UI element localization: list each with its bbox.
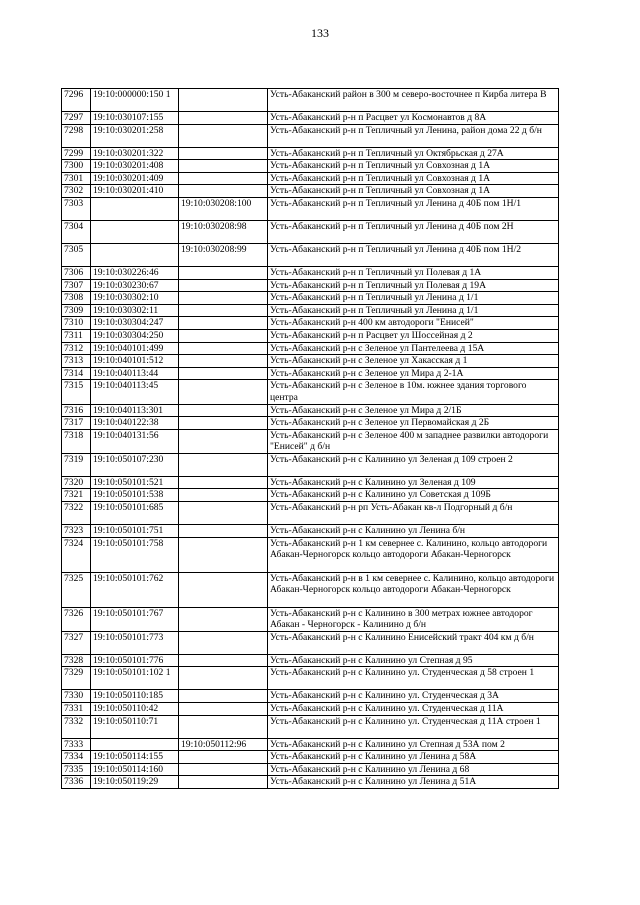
address-cell: Усть-Абаканский р-н п Тепличный ул Совхозная д 1А bbox=[268, 185, 559, 198]
table-row bbox=[62, 654, 559, 667]
cadastral-number-cell: 19:10:050101:538 bbox=[91, 489, 179, 502]
address-cell: Усть-Абаканский р-н с Калинино ул. Студенческая д 3А bbox=[268, 690, 559, 703]
table-row bbox=[62, 453, 559, 476]
table-row bbox=[62, 502, 559, 525]
row-number-cell: 7298 bbox=[62, 124, 91, 147]
table-row bbox=[62, 329, 559, 342]
table-row bbox=[62, 197, 559, 220]
cadastral-number-cell: 19:10:050101:776 bbox=[91, 654, 179, 667]
cadastral-number-cell: 19:10:000000:150 1 bbox=[91, 89, 179, 112]
table-row bbox=[62, 763, 559, 776]
row-number-cell: 7327 bbox=[62, 631, 91, 654]
premises-cadastral-number-cell bbox=[179, 417, 268, 430]
address-cell: Усть-Абаканский р-н п Расцвет ул Шоссейная д 2 bbox=[268, 329, 559, 342]
premises-cadastral-number-cell bbox=[179, 715, 268, 738]
row-number-cell: 7328 bbox=[62, 654, 91, 667]
cadastral-number-cell: 19:10:030226:46 bbox=[91, 266, 179, 279]
table-row bbox=[62, 279, 559, 292]
address-cell: Усть-Абаканский р-н с Зеленое ул Мира д 2/1Б bbox=[268, 404, 559, 417]
row-number-cell: 7301 bbox=[62, 172, 91, 185]
premises-cadastral-number-cell bbox=[179, 185, 268, 198]
table-row bbox=[62, 489, 559, 502]
cadastral-number-cell: 19:10:030107:155 bbox=[91, 112, 179, 125]
address-cell: Усть-Абаканский р-н рп Усть-Абакан кв-л Подгорный д б/н bbox=[268, 502, 559, 525]
premises-cadastral-number-cell bbox=[179, 404, 268, 417]
row-number-cell: 7319 bbox=[62, 453, 91, 476]
cadastral-number-cell: 19:10:040122:38 bbox=[91, 417, 179, 430]
premises-cadastral-number-cell bbox=[179, 429, 268, 453]
premises-cadastral-number-cell: 19:10:050112:96 bbox=[179, 738, 268, 751]
premises-cadastral-number-cell bbox=[179, 502, 268, 525]
row-number-cell: 7310 bbox=[62, 317, 91, 330]
address-cell: Усть-Абаканский р-н с Калинино ул Степная д 95 bbox=[268, 654, 559, 667]
address-cell: Усть-Абаканский р-н с Калинино ул Ленина д 58А bbox=[268, 751, 559, 764]
cadastral-number-cell: 19:10:050101:762 bbox=[91, 572, 179, 607]
row-number-cell: 7314 bbox=[62, 367, 91, 380]
table-row bbox=[62, 537, 559, 572]
address-cell: Усть-Абаканский р-н с Калинино ул Ленина б/н bbox=[268, 525, 559, 538]
table-row bbox=[62, 751, 559, 764]
cadastral-number-cell: 19:10:050114:160 bbox=[91, 763, 179, 776]
cadastral-number-cell: 19:10:050101:767 bbox=[91, 607, 179, 631]
row-number-cell: 7332 bbox=[62, 715, 91, 738]
premises-cadastral-number-cell: 19:10:030208:98 bbox=[179, 220, 268, 243]
premises-cadastral-number-cell bbox=[179, 525, 268, 538]
premises-cadastral-number-cell bbox=[179, 453, 268, 476]
cadastral-number-cell: 19:10:050101:102 1 bbox=[91, 667, 179, 690]
row-number-cell: 7306 bbox=[62, 266, 91, 279]
table-row bbox=[62, 367, 559, 380]
address-cell: Усть-Абаканский р-н п Тепличный ул Ленина д 40Б пом 1Н/2 bbox=[268, 243, 559, 266]
row-number-cell: 7303 bbox=[62, 197, 91, 220]
table-row bbox=[62, 715, 559, 738]
row-number-cell: 7302 bbox=[62, 185, 91, 198]
cadastral-number-cell bbox=[91, 220, 179, 243]
address-cell: Усть-Абаканский р-н п Тепличный ул Ленина д 40Б пом 2Н bbox=[268, 220, 559, 243]
table-row bbox=[62, 631, 559, 654]
cadastral-number-cell bbox=[91, 738, 179, 751]
table-row bbox=[62, 220, 559, 243]
premises-cadastral-number-cell bbox=[179, 172, 268, 185]
premises-cadastral-number-cell bbox=[179, 112, 268, 125]
row-number-cell: 7311 bbox=[62, 329, 91, 342]
address-cell: Усть-Абаканский р-н с Зеленое ул Первомайская д 2Б bbox=[268, 417, 559, 430]
premises-cadastral-number-cell bbox=[179, 751, 268, 764]
cadastral-number-cell: 19:10:050101:521 bbox=[91, 476, 179, 489]
premises-cadastral-number-cell bbox=[179, 329, 268, 342]
cadastral-number-cell: 19:10:030304:247 bbox=[91, 317, 179, 330]
row-number-cell: 7323 bbox=[62, 525, 91, 538]
row-number-cell: 7330 bbox=[62, 690, 91, 703]
row-number-cell: 7308 bbox=[62, 292, 91, 305]
address-cell: Усть-Абаканский р-н с Калинино Енисейский тракт 404 км д б/н bbox=[268, 631, 559, 654]
premises-cadastral-number-cell bbox=[179, 317, 268, 330]
row-number-cell: 7331 bbox=[62, 703, 91, 716]
table-row bbox=[62, 147, 559, 160]
row-number-cell: 7336 bbox=[62, 776, 91, 789]
row-number-cell: 7335 bbox=[62, 763, 91, 776]
premises-cadastral-number-cell bbox=[179, 607, 268, 631]
premises-cadastral-number-cell bbox=[179, 763, 268, 776]
row-number-cell: 7325 bbox=[62, 572, 91, 607]
table-row bbox=[62, 738, 559, 751]
registry-table bbox=[61, 88, 559, 789]
cadastral-number-cell: 19:10:040113:45 bbox=[91, 380, 179, 404]
row-number-cell: 7315 bbox=[62, 380, 91, 404]
address-cell: Усть-Абаканский р-н 400 км автодороги "Енисей" bbox=[268, 317, 559, 330]
table-row bbox=[62, 476, 559, 489]
address-cell: Усть-Абаканский р-н п Расцвет ул Космонавтов д 8А bbox=[268, 112, 559, 125]
premises-cadastral-number-cell bbox=[179, 355, 268, 368]
table-row bbox=[62, 417, 559, 430]
premises-cadastral-number-cell bbox=[179, 631, 268, 654]
table-row bbox=[62, 703, 559, 716]
cadastral-number-cell: 19:10:050119:29 bbox=[91, 776, 179, 789]
cadastral-number-cell: 19:10:030201:408 bbox=[91, 160, 179, 173]
premises-cadastral-number-cell bbox=[179, 572, 268, 607]
premises-cadastral-number-cell bbox=[179, 690, 268, 703]
address-cell: Усть-Абаканский р-н с Калинино в 300 метрах южнее автодорог Абакан - Черногорск - Калинино д б/н bbox=[268, 607, 559, 631]
table-row bbox=[62, 160, 559, 173]
row-number-cell: 7320 bbox=[62, 476, 91, 489]
table-row bbox=[62, 525, 559, 538]
premises-cadastral-number-cell bbox=[179, 537, 268, 572]
cadastral-number-cell: 19:10:040101:512 bbox=[91, 355, 179, 368]
premises-cadastral-number-cell bbox=[179, 147, 268, 160]
row-number-cell: 7305 bbox=[62, 243, 91, 266]
table-row bbox=[62, 342, 559, 355]
cadastral-number-cell: 19:10:050107:230 bbox=[91, 453, 179, 476]
cadastral-number-cell: 19:10:050110:185 bbox=[91, 690, 179, 703]
premises-cadastral-number-cell bbox=[179, 304, 268, 317]
address-cell: Усть-Абаканский р-н с Зеленое ул Мира д 2-1А bbox=[268, 367, 559, 380]
premises-cadastral-number-cell: 19:10:030208:99 bbox=[179, 243, 268, 266]
table-row bbox=[62, 172, 559, 185]
table-row bbox=[62, 266, 559, 279]
premises-cadastral-number-cell bbox=[179, 489, 268, 502]
row-number-cell: 7333 bbox=[62, 738, 91, 751]
premises-cadastral-number-cell bbox=[179, 476, 268, 489]
row-number-cell: 7300 bbox=[62, 160, 91, 173]
row-number-cell: 7321 bbox=[62, 489, 91, 502]
address-cell: Усть-Абаканский р-н с Калинино ул Ленина д 68 bbox=[268, 763, 559, 776]
row-number-cell: 7329 bbox=[62, 667, 91, 690]
premises-cadastral-number-cell bbox=[179, 279, 268, 292]
cadastral-number-cell: 19:10:030201:409 bbox=[91, 172, 179, 185]
cadastral-number-cell: 19:10:030201:410 bbox=[91, 185, 179, 198]
premises-cadastral-number-cell bbox=[179, 89, 268, 112]
address-cell: Усть-Абаканский р-н с Калинино ул Ленина д 51А bbox=[268, 776, 559, 789]
row-number-cell: 7304 bbox=[62, 220, 91, 243]
address-cell: Усть-Абаканский р-н в 1 км севернее с. Калинино, кольцо автодороги Абакан-Черногорск кольцо автодороги Абакан-Черногорск bbox=[268, 572, 559, 607]
cadastral-number-cell: 19:10:050110:71 bbox=[91, 715, 179, 738]
premises-cadastral-number-cell bbox=[179, 380, 268, 404]
premises-cadastral-number-cell bbox=[179, 703, 268, 716]
address-cell: Усть-Абаканский р-н п Тепличный ул Ленина д 1/1 bbox=[268, 304, 559, 317]
cadastral-number-cell bbox=[91, 197, 179, 220]
table-row bbox=[62, 607, 559, 631]
premises-cadastral-number-cell bbox=[179, 667, 268, 690]
address-cell: Усть-Абаканский р-н с Калинино ул Зеленая д 109 строен 2 bbox=[268, 453, 559, 476]
table-row bbox=[62, 304, 559, 317]
table-row bbox=[62, 776, 559, 789]
premises-cadastral-number-cell bbox=[179, 654, 268, 667]
address-cell: Усть-Абаканский район в 300 м северо-восточнее п Кирба литера В bbox=[268, 89, 559, 112]
row-number-cell: 7326 bbox=[62, 607, 91, 631]
registry-table-body bbox=[62, 89, 559, 789]
table-row bbox=[62, 112, 559, 125]
cadastral-number-cell: 19:10:050101:685 bbox=[91, 502, 179, 525]
table-row bbox=[62, 690, 559, 703]
address-cell: Усть-Абаканский р-н с Калинино ул Советская д 109Б bbox=[268, 489, 559, 502]
cadastral-number-cell: 19:10:050101:751 bbox=[91, 525, 179, 538]
table-row bbox=[62, 572, 559, 607]
cadastral-number-cell: 19:10:030201:258 bbox=[91, 124, 179, 147]
address-cell: Усть-Абаканский р-н п Тепличный ул Полевая д 1А bbox=[268, 266, 559, 279]
address-cell: Усть-Абаканский р-н с Калинино ул. Студенческая д 11А строен 1 bbox=[268, 715, 559, 738]
row-number-cell: 7316 bbox=[62, 404, 91, 417]
premises-cadastral-number-cell bbox=[179, 342, 268, 355]
table-row bbox=[62, 667, 559, 690]
row-number-cell: 7307 bbox=[62, 279, 91, 292]
row-number-cell: 7317 bbox=[62, 417, 91, 430]
table-row bbox=[62, 243, 559, 266]
address-cell: Усть-Абаканский р-н с Калинино ул Степная д 53А пом 2 bbox=[268, 738, 559, 751]
address-cell: Усть-Абаканский р-н п Тепличный ул Полевая д 19А bbox=[268, 279, 559, 292]
premises-cadastral-number-cell bbox=[179, 124, 268, 147]
cadastral-number-cell: 19:10:030230:67 bbox=[91, 279, 179, 292]
cadastral-number-cell: 19:10:050110:42 bbox=[91, 703, 179, 716]
premises-cadastral-number-cell bbox=[179, 367, 268, 380]
address-cell: Усть-Абаканский р-н п Тепличный ул Ленина д 1/1 bbox=[268, 292, 559, 305]
cadastral-number-cell: 19:10:050114:155 bbox=[91, 751, 179, 764]
premises-cadastral-number-cell: 19:10:030208:100 bbox=[179, 197, 268, 220]
address-cell: Усть-Абаканский р-н с Зеленое ул Пантелеева д 15А bbox=[268, 342, 559, 355]
address-cell: Усть-Абаканский р-н п Тепличный ул Ленина д 40Б пом 1Н/1 bbox=[268, 197, 559, 220]
address-cell: Усть-Абаканский р-н с Зеленое ул Хакасская д 1 bbox=[268, 355, 559, 368]
address-cell: Усть-Абаканский р-н п Тепличный ул Октябрьская д 27А bbox=[268, 147, 559, 160]
premises-cadastral-number-cell bbox=[179, 266, 268, 279]
row-number-cell: 7334 bbox=[62, 751, 91, 764]
address-cell: Усть-Абаканский р-н 1 км севернее с. Калинино, кольцо автодороги Абакан-Черногорск кольцо автодороги Абакан-Черногорск bbox=[268, 537, 559, 572]
premises-cadastral-number-cell bbox=[179, 776, 268, 789]
cadastral-number-cell: 19:10:050101:773 bbox=[91, 631, 179, 654]
address-cell: Усть-Абаканский р-н с Калинино ул. Студенческая д 58 строен 1 bbox=[268, 667, 559, 690]
cadastral-number-cell: 19:10:030304:250 bbox=[91, 329, 179, 342]
premises-cadastral-number-cell bbox=[179, 292, 268, 305]
table-row bbox=[62, 89, 559, 112]
row-number-cell: 7313 bbox=[62, 355, 91, 368]
cadastral-number-cell: 19:10:040101:499 bbox=[91, 342, 179, 355]
row-number-cell: 7309 bbox=[62, 304, 91, 317]
table-row bbox=[62, 124, 559, 147]
address-cell: Усть-Абаканский р-н п Тепличный ул Совхозная д 1А bbox=[268, 172, 559, 185]
row-number-cell: 7322 bbox=[62, 502, 91, 525]
row-number-cell: 7299 bbox=[62, 147, 91, 160]
cadastral-number-cell: 19:10:050101:758 bbox=[91, 537, 179, 572]
address-cell: Усть-Абаканский р-н п Тепличный ул Ленина, район дома 22 д б/н bbox=[268, 124, 559, 147]
address-cell: Усть-Абаканский р-н с Калинино ул. Студенческая д 11А bbox=[268, 703, 559, 716]
table-row bbox=[62, 185, 559, 198]
row-number-cell: 7318 bbox=[62, 429, 91, 453]
table-row bbox=[62, 355, 559, 368]
table-row bbox=[62, 429, 559, 453]
premises-cadastral-number-cell bbox=[179, 160, 268, 173]
table-row bbox=[62, 404, 559, 417]
cadastral-number-cell: 19:10:030302:10 bbox=[91, 292, 179, 305]
cadastral-number-cell: 19:10:040113:301 bbox=[91, 404, 179, 417]
cadastral-number-cell: 19:10:030201:322 bbox=[91, 147, 179, 160]
row-number-cell: 7297 bbox=[62, 112, 91, 125]
table-row bbox=[62, 292, 559, 305]
address-cell: Усть-Абаканский р-н с Зеленое 400 м западнее развилки автодороги "Енисей" д б/н bbox=[268, 429, 559, 453]
row-number-cell: 7324 bbox=[62, 537, 91, 572]
cadastral-number-cell: 19:10:030302:11 bbox=[91, 304, 179, 317]
address-cell: Усть-Абаканский р-н с Зеленое в 10м. южнее здания торгового центра bbox=[268, 380, 559, 404]
address-cell: Усть-Абаканский р-н с Калинино ул Зеленая д 109 bbox=[268, 476, 559, 489]
row-number-cell: 7312 bbox=[62, 342, 91, 355]
cadastral-number-cell: 19:10:040131:56 bbox=[91, 429, 179, 453]
table-row bbox=[62, 380, 559, 404]
table-row bbox=[62, 317, 559, 330]
row-number-cell: 7296 bbox=[62, 89, 91, 112]
address-cell: Усть-Абаканский р-н п Тепличный ул Совхозная д 1А bbox=[268, 160, 559, 173]
page-number: 133 bbox=[311, 26, 329, 40]
cadastral-number-cell: 19:10:040113:44 bbox=[91, 367, 179, 380]
cadastral-number-cell bbox=[91, 243, 179, 266]
